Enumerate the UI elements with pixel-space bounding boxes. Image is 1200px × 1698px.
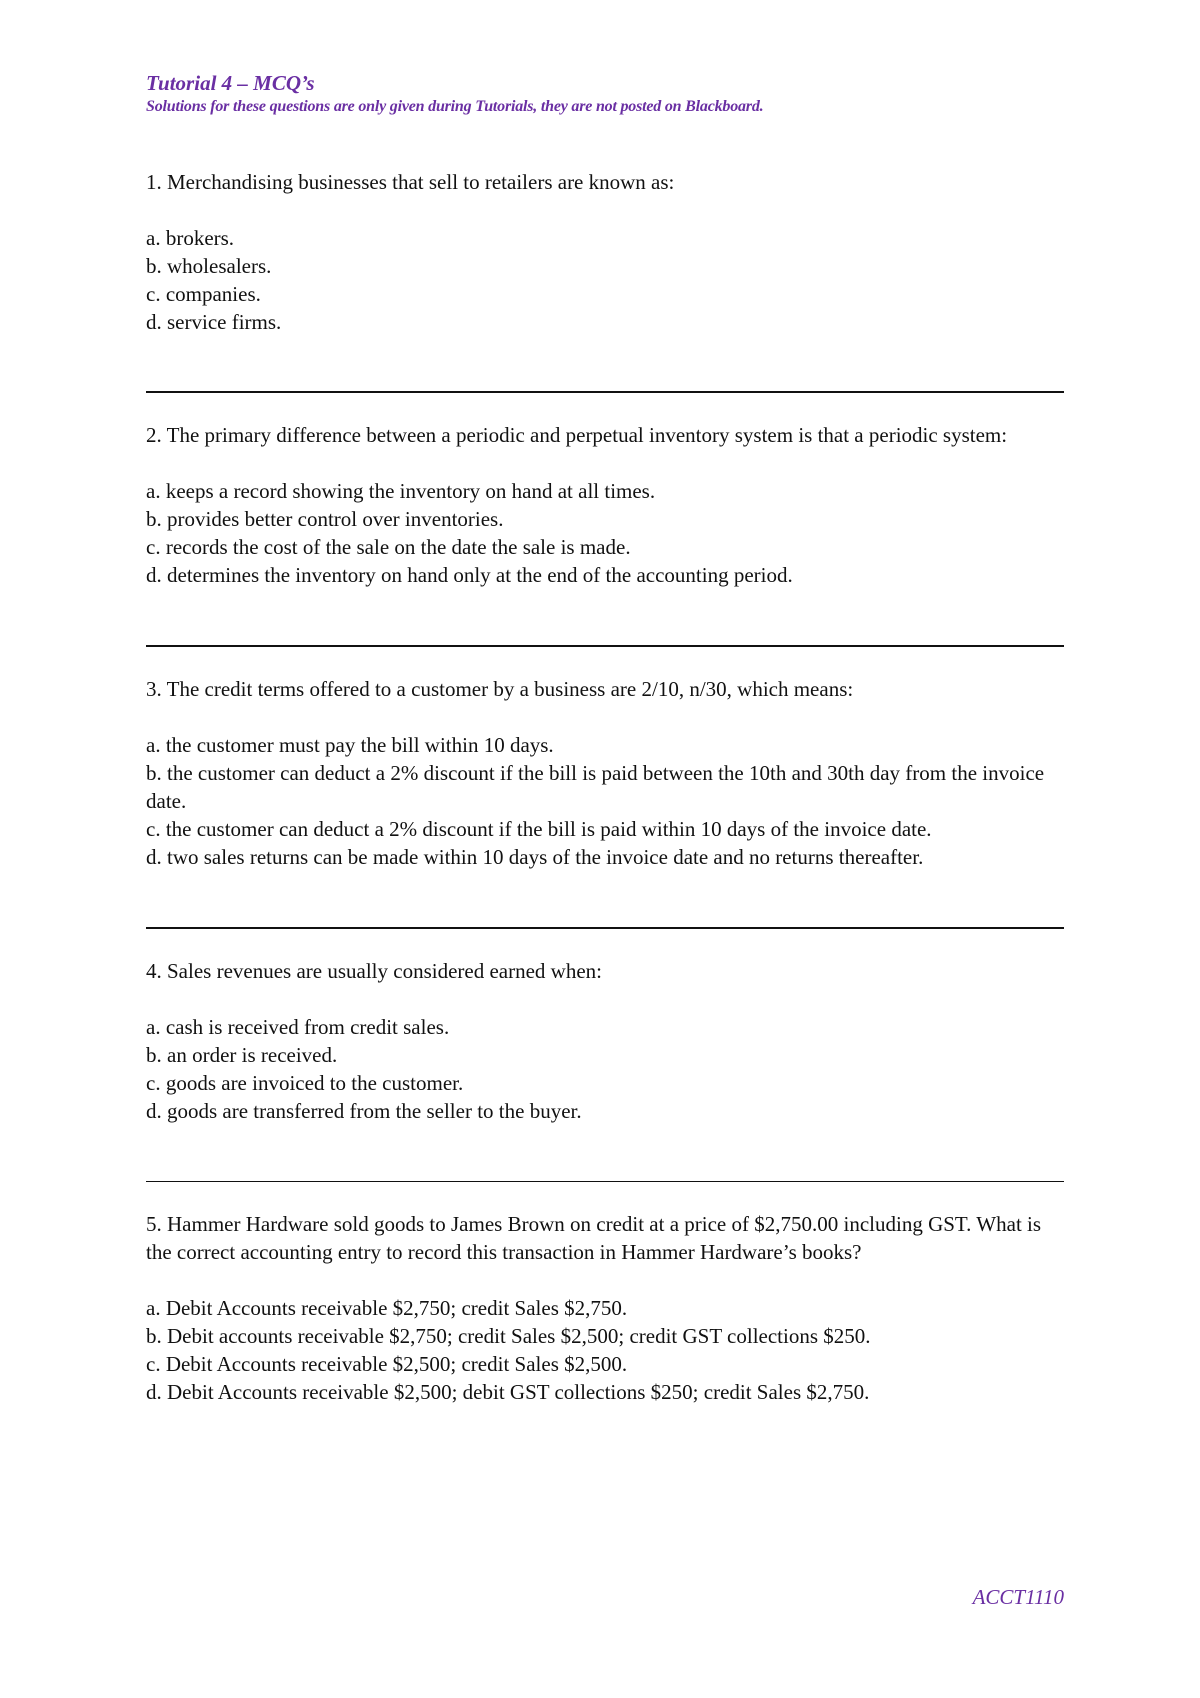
question-text: 2. The primary difference between a periodic and perpetual inventory system is that a periodic system: <box>146 423 1008 447</box>
answer-option: d. service firms. <box>146 310 282 334</box>
document-page <box>146 70 1064 1406</box>
question-divider <box>146 391 1064 393</box>
question-divider <box>146 1181 1064 1182</box>
answer-option: d. Debit Accounts receivable $2,500; debit GST collections $250; credit Sales $2,750. <box>146 1380 870 1404</box>
question-4 <box>146 957 1064 1125</box>
answer-option: b. provides better control over inventories. <box>146 507 504 531</box>
document-subtitle: Solutions for these questions are only given during Tutorials, they are not posted on Blackboard. <box>146 98 764 115</box>
question-1 <box>146 168 1064 336</box>
answer-option: d. determines the inventory on hand only at the end of the accounting period. <box>146 563 793 587</box>
answer-option: a. keeps a record showing the inventory on hand at all times. <box>146 479 656 503</box>
answer-option: c. the customer can deduct a 2% discount if the bill is paid within 10 days of the invoice date. <box>146 817 932 841</box>
question-text: 4. Sales revenues are usually considered earned when: <box>146 959 602 983</box>
question-divider <box>146 645 1064 647</box>
question-text: 1. Merchandising businesses that sell to retailers are known as: <box>146 170 675 194</box>
question-3 <box>146 675 1064 871</box>
answer-option: b. an order is received. <box>146 1043 338 1067</box>
answer-option: a. the customer must pay the bill within 10 days. <box>146 733 554 757</box>
answer-option: a. Debit Accounts receivable $2,750; credit Sales $2,750. <box>146 1296 628 1320</box>
question-5 <box>146 1210 1064 1406</box>
course-code: ACCT1110 <box>972 1585 1064 1609</box>
answer-option: d. two sales returns can be made within 10 days of the invoice date and no returns thereafter. <box>146 845 924 869</box>
document-title: Tutorial 4 – MCQ’s <box>146 71 315 95</box>
answer-option: c. Debit Accounts receivable $2,500; credit Sales $2,500. <box>146 1352 628 1376</box>
answer-option: c. records the cost of the sale on the date the sale is made. <box>146 535 631 559</box>
question-divider <box>146 927 1064 929</box>
answer-option: b. the customer can deduct a 2% discount if the bill is paid between the 10th and 30th day from the invoice date. <box>146 761 1045 813</box>
answer-option: b. Debit accounts receivable $2,750; credit Sales $2,500; credit GST collections $250. <box>146 1324 871 1348</box>
answer-option: c. companies. <box>146 282 261 306</box>
answer-option: b. wholesalers. <box>146 254 272 278</box>
question-text: 3. The credit terms offered to a customer by a business are 2/10, n/30, which means: <box>146 677 854 701</box>
question-2 <box>146 421 1064 589</box>
answer-option: a. brokers. <box>146 226 235 250</box>
question-text: 5. Hammer Hardware sold goods to James Brown on credit at a price of $2,750.00 including GST. What is the correct accounting entry to record this transaction in Hammer Hardware’s books? <box>146 1212 1042 1264</box>
answer-option: a. cash is received from credit sales. <box>146 1015 450 1039</box>
answer-option: d. goods are transferred from the seller to the buyer. <box>146 1099 582 1123</box>
answer-option: c. goods are invoiced to the customer. <box>146 1071 464 1095</box>
